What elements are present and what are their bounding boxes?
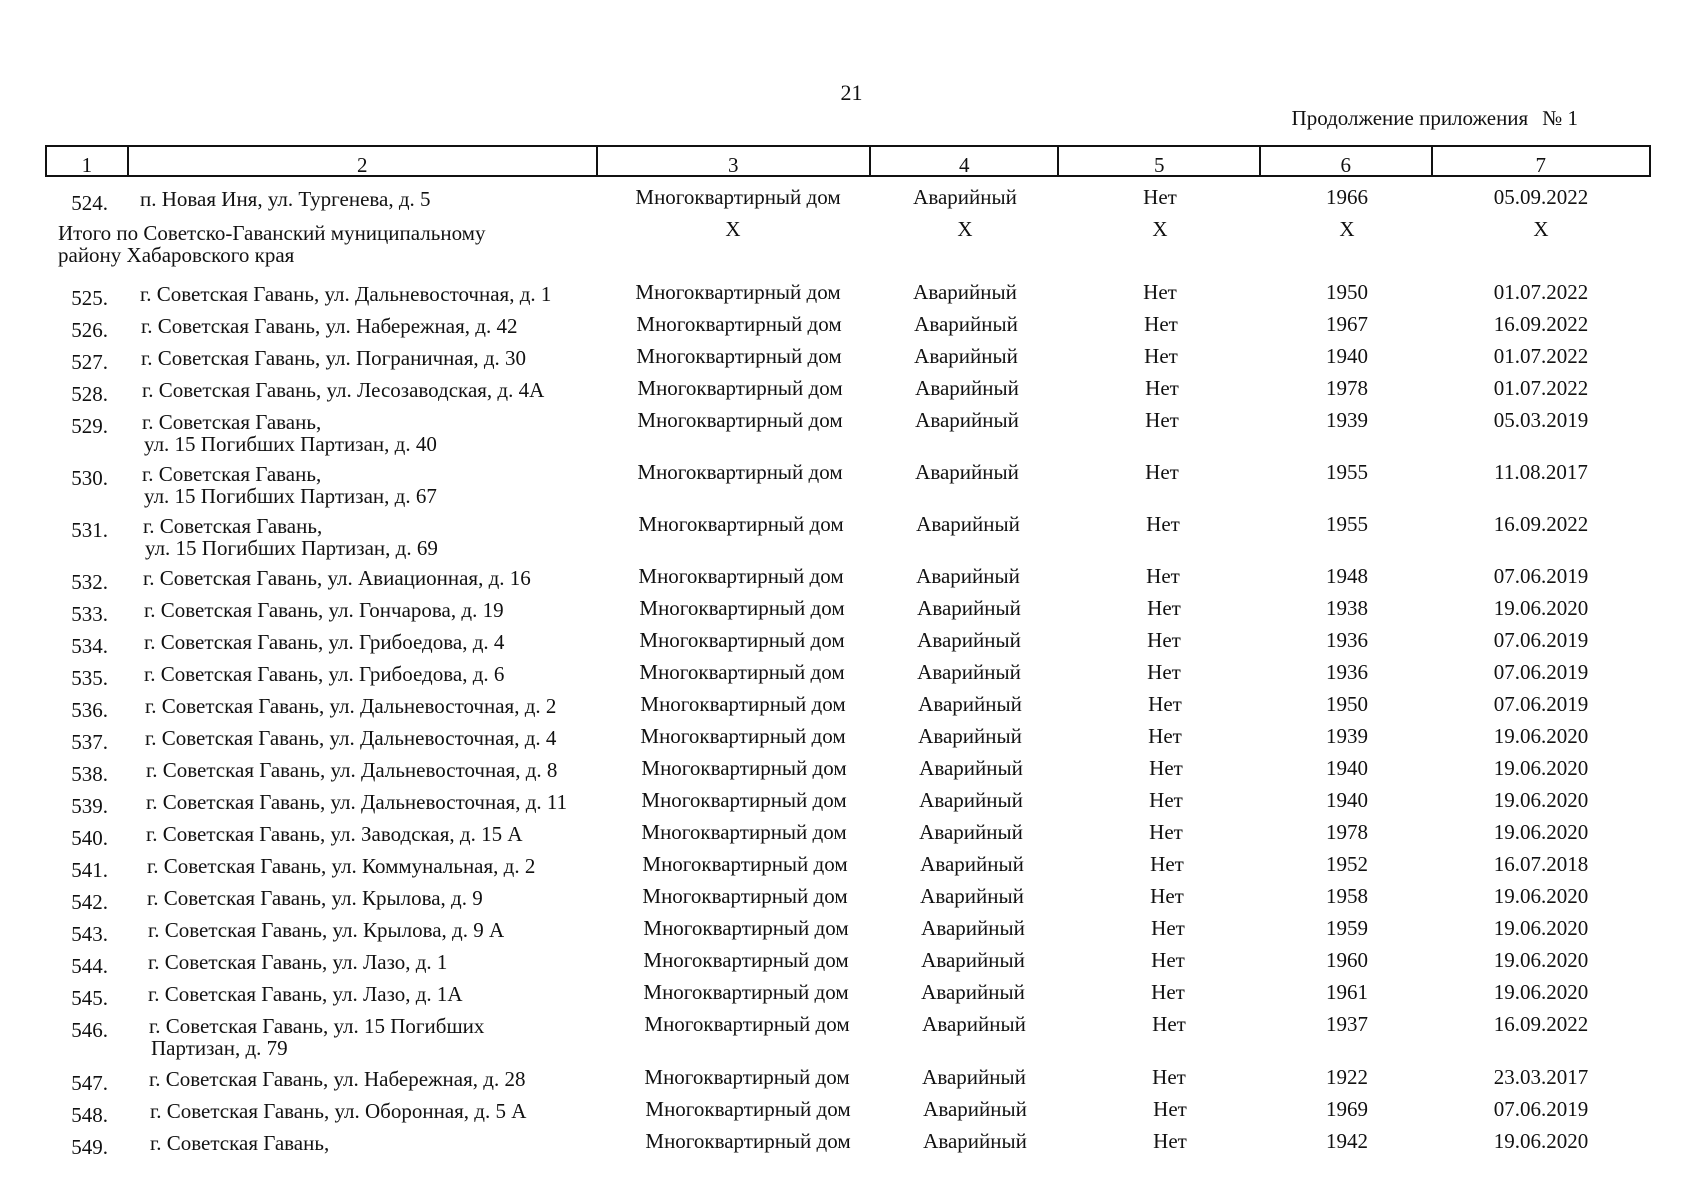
row-address-line: г. Советская Гавань, ул. Грибоедова, д. 4 [144,630,505,654]
row-status: Аварийный [917,660,1021,684]
row-object-type: Многоквартирный дом [643,916,849,940]
row-date: 16.09.2022 [1493,1012,1589,1036]
row-address-line: г. Советская Гавань, ул. Лесозаводская, д. 4А [142,378,545,402]
header-col-2: 2 [129,147,598,175]
row-number: 538. [71,762,108,786]
row-flag: Нет [1150,852,1184,876]
row-year: 1937 [1326,1012,1368,1036]
row-flag: Нет [1152,1012,1186,1036]
row-year: 1978 [1326,376,1368,400]
row-year: 1955 [1326,512,1368,536]
row-year: 1940 [1326,344,1368,368]
row-number: 549. [71,1135,108,1159]
row-address-line: Партизан, д. 79 [151,1036,288,1060]
summary-mark: Х [1339,217,1355,241]
row-number: 524. [71,191,108,215]
row-year: 1961 [1326,980,1368,1004]
row-address-line: ул. 15 Погибших Партизан, д. 40 [144,432,437,456]
row-number: 529. [71,414,108,438]
row-date: 19.06.2020 [1493,596,1589,620]
row-number: 536. [71,698,108,722]
row-object-type: Многоквартирный дом [637,460,843,484]
row-number: 539. [71,794,108,818]
row-address-line: ул. 15 Погибших Партизан, д. 69 [145,536,438,560]
row-address-line: г. Советская Гавань, [143,514,323,538]
row-address-line: г. Советская Гавань, ул. Набережная, д. 42 [141,314,518,338]
row-date: 01.07.2022 [1493,280,1589,304]
header-col-4: 4 [871,147,1060,175]
row-flag: Нет [1145,460,1179,484]
row-object-type: Многоквартирный дом [640,692,846,716]
row-number: 532. [71,570,108,594]
row-address-line: г. Советская Гавань, [142,462,322,486]
row-address-line: г. Советская Гавань, ул. Лазо, д. 1А [148,982,463,1006]
row-number: 533. [71,602,108,626]
row-object-type: Многоквартирный дом [644,1065,850,1089]
row-address-line: г. Советская Гавань, ул. Дальневосточная, д. 11 [146,790,568,814]
header-col-7: 7 [1535,153,1547,177]
row-number: 543. [71,922,108,946]
row-number: 546. [71,1018,108,1042]
row-object-type: Многоквартирный дом [643,948,849,972]
row-address-line: г. Советская Гавань, ул. Дальневосточная, д. 8 [146,758,558,782]
row-address-line: г. Советская Гавань, [142,410,322,434]
row-flag: Нет [1149,820,1183,844]
row-year: 1936 [1326,660,1368,684]
row-object-type: Многоквартирный дом [637,376,843,400]
row-status: Аварийный [918,724,1022,748]
row-flag: Нет [1145,376,1179,400]
row-date: 07.06.2019 [1493,628,1589,652]
row-status: Аварийный [914,312,1018,336]
row-number: 544. [71,954,108,978]
row-address-line: г. Советская Гавань, ул. Гончарова, д. 19 [144,598,504,622]
summary-mark: Х [1152,217,1168,241]
row-flag: Нет [1145,408,1179,432]
row-address-line: г. Советская Гавань, [150,1131,330,1155]
row-flag: Нет [1150,884,1184,908]
row-number: 540. [71,826,108,850]
row-year: 1950 [1326,692,1368,716]
row-object-type: Многоквартирный дом [639,660,845,684]
row-object-type: Многоквартирный дом [645,1097,851,1121]
row-flag: Нет [1151,948,1185,972]
row-year: 1967 [1326,312,1368,336]
row-object-type: Многоквартирный дом [642,884,848,908]
row-number: 531. [71,518,108,542]
row-status: Аварийный [918,692,1022,716]
row-flag: Нет [1148,724,1182,748]
row-object-type: Многоквартирный дом [644,1012,850,1036]
row-flag: Нет [1144,344,1178,368]
row-flag: Нет [1147,596,1181,620]
row-status: Аварийный [917,596,1021,620]
row-address-line: г. Советская Гавань, ул. Дальневосточная, д. 2 [145,694,557,718]
row-date: 19.06.2020 [1493,948,1589,972]
row-status: Аварийный [919,820,1023,844]
row-status: Аварийный [916,512,1020,536]
row-object-type: Многоквартирный дом [637,408,843,432]
row-address-line: г. Советская Гавань, ул. Дальневосточная, д. 1 [140,282,552,306]
page-number: 21 [840,80,863,105]
row-status: Аварийный [919,756,1023,780]
row-flag: Нет [1147,628,1181,652]
summary-mark: Х [725,217,741,241]
row-year: 1959 [1326,916,1368,940]
row-status: Аварийный [920,884,1024,908]
row-object-type: Многоквартирный дом [642,852,848,876]
row-number: 525. [71,286,108,310]
header-col-3: 3 [598,147,871,175]
row-status: Аварийный [921,948,1025,972]
row-flag: Нет [1143,185,1177,209]
row-flag: Нет [1143,280,1177,304]
row-flag: Нет [1149,788,1183,812]
appendix-note [1292,106,1578,131]
row-object-type: Многоквартирный дом [645,1129,851,1153]
row-date: 19.06.2020 [1493,1129,1589,1153]
row-object-type: Многоквартирный дом [638,564,844,588]
row-object-type: Многоквартирный дом [640,724,846,748]
row-number: 534. [71,634,108,658]
row-number: 537. [71,730,108,754]
row-object-type: Многоквартирный дом [638,512,844,536]
row-number: 530. [71,466,108,490]
row-address-line: п. Новая Иня, ул. Тургенева, д. 5 [140,187,431,211]
appendix-note-number: № 1 [1542,106,1578,130]
row-flag: Нет [1148,692,1182,716]
row-address-line: г. Советская Гавань, ул. Лазо, д. 1 [148,950,448,974]
row-year: 1938 [1326,596,1368,620]
row-address-line: г. Советская Гавань, ул. Пограничная, д. 30 [141,346,527,370]
row-year: 1978 [1326,820,1368,844]
row-number: 548. [71,1103,108,1127]
row-number: 541. [71,858,108,882]
row-year: 1936 [1326,628,1368,652]
row-year: 1940 [1326,788,1368,812]
row-object-type: Многоквартирный дом [636,312,842,336]
row-year: 1940 [1326,756,1368,780]
row-year: 1958 [1326,884,1368,908]
row-date: 07.06.2019 [1493,564,1589,588]
row-status: Аварийный [922,1065,1026,1089]
row-number: 535. [71,666,108,690]
row-date: 11.08.2017 [1494,460,1588,484]
row-address-line: г. Советская Гавань, ул. Дальневосточная, д. 4 [145,726,557,750]
row-date: 07.06.2019 [1493,660,1589,684]
row-status: Аварийный [917,628,1021,652]
row-number: 527. [71,350,108,374]
row-year: 1966 [1326,185,1368,209]
row-date: 07.06.2019 [1493,1097,1589,1121]
row-address-line: г. Советская Гавань, ул. Крылова, д. 9 [147,886,483,910]
row-date: 05.09.2022 [1493,185,1589,209]
row-object-type: Многоквартирный дом [639,596,845,620]
row-object-type: Многоквартирный дом [636,344,842,368]
row-address-line: г. Советская Гавань, ул. Заводская, д. 15 А [146,822,523,846]
row-object-type: Многоквартирный дом [641,788,847,812]
row-number: 528. [71,382,108,406]
header-col-1: 1 [47,147,129,175]
header-col-6: 6 [1261,147,1433,175]
row-status: Аварийный [913,280,1017,304]
row-object-type: Многоквартирный дом [643,980,849,1004]
row-date: 23.03.2017 [1493,1065,1589,1089]
row-date: 19.06.2020 [1493,980,1589,1004]
summary-label-line-1: Итого по Советско-Гаванский муниципальному [58,221,486,245]
row-object-type: Многоквартирный дом [641,756,847,780]
row-status: Аварийный [915,376,1019,400]
row-address-line: ул. 15 Погибших Партизан, д. 67 [144,484,437,508]
row-year: 1960 [1326,948,1368,972]
row-flag: Нет [1152,1065,1186,1089]
row-date: 19.06.2020 [1493,820,1589,844]
row-year: 1948 [1326,564,1368,588]
row-date: 19.06.2020 [1493,724,1589,748]
row-date: 19.06.2020 [1493,916,1589,940]
row-status: Аварийный [915,460,1019,484]
row-status: Аварийный [923,1097,1027,1121]
row-flag: Нет [1149,756,1183,780]
row-date: 16.09.2022 [1493,312,1589,336]
row-status: Аварийный [921,980,1025,1004]
row-date: 16.09.2022 [1493,512,1589,536]
row-address-line: г. Советская Гавань, ул. Грибоедова, д. 6 [144,662,505,686]
row-flag: Нет [1147,660,1181,684]
row-year: 1939 [1326,724,1368,748]
row-date: 19.06.2020 [1493,884,1589,908]
row-status: Аварийный [913,185,1017,209]
row-number: 545. [71,986,108,1010]
row-year: 1955 [1326,460,1368,484]
row-status: Аварийный [920,852,1024,876]
row-date: 07.06.2019 [1493,692,1589,716]
row-object-type: Многоквартирный дом [641,820,847,844]
row-date: 01.07.2022 [1493,344,1589,368]
row-flag: Нет [1146,512,1180,536]
row-flag: Нет [1151,980,1185,1004]
summary-mark: Х [957,217,973,241]
row-status: Аварийный [914,344,1018,368]
row-status: Аварийный [922,1012,1026,1036]
row-status: Аварийный [915,408,1019,432]
row-year: 1969 [1326,1097,1368,1121]
row-flag: Нет [1146,564,1180,588]
row-flag: Нет [1153,1097,1187,1121]
row-number: 526. [71,318,108,342]
appendix-note-text: Продолжение приложения [1291,106,1529,130]
header-col-5: 5 [1059,147,1261,175]
row-year: 1942 [1326,1129,1368,1153]
row-flag: Нет [1144,312,1178,336]
row-flag: Нет [1151,916,1185,940]
table-header [45,145,1651,177]
row-address-line: г. Советская Гавань, ул. Набережная, д. 28 [149,1067,526,1091]
row-year: 1922 [1326,1065,1368,1089]
summary-mark: Х [1533,217,1549,241]
row-status: Аварийный [919,788,1023,812]
row-status: Аварийный [923,1129,1027,1153]
row-date: 01.07.2022 [1493,376,1589,400]
row-date: 19.06.2020 [1493,756,1589,780]
row-flag: Нет [1153,1129,1187,1153]
row-date: 05.03.2019 [1493,408,1589,432]
row-address-line: г. Советская Гавань, ул. Крылова, д. 9 А [148,918,505,942]
row-object-type: Многоквартирный дом [635,280,841,304]
row-date: 19.06.2020 [1493,788,1589,812]
row-year: 1939 [1326,408,1368,432]
row-address-line: г. Советская Гавань, ул. 15 Погибших [149,1014,485,1038]
row-status: Аварийный [921,916,1025,940]
row-object-type: Многоквартирный дом [639,628,845,652]
row-address-line: г. Советская Гавань, ул. Авиационная, д. 16 [143,566,531,590]
row-year: 1952 [1326,852,1368,876]
row-date: 16.07.2018 [1493,852,1589,876]
summary-label-line-2: району Хабаровского края [58,243,295,267]
row-number: 547. [71,1071,108,1095]
row-year: 1950 [1326,280,1368,304]
row-object-type: Многоквартирный дом [635,185,841,209]
row-address-line: г. Советская Гавань, ул. Коммунальная, д. 2 [147,854,536,878]
row-number: 542. [71,890,108,914]
row-status: Аварийный [916,564,1020,588]
row-address-line: г. Советская Гавань, ул. Оборонная, д. 5 А [150,1099,527,1123]
